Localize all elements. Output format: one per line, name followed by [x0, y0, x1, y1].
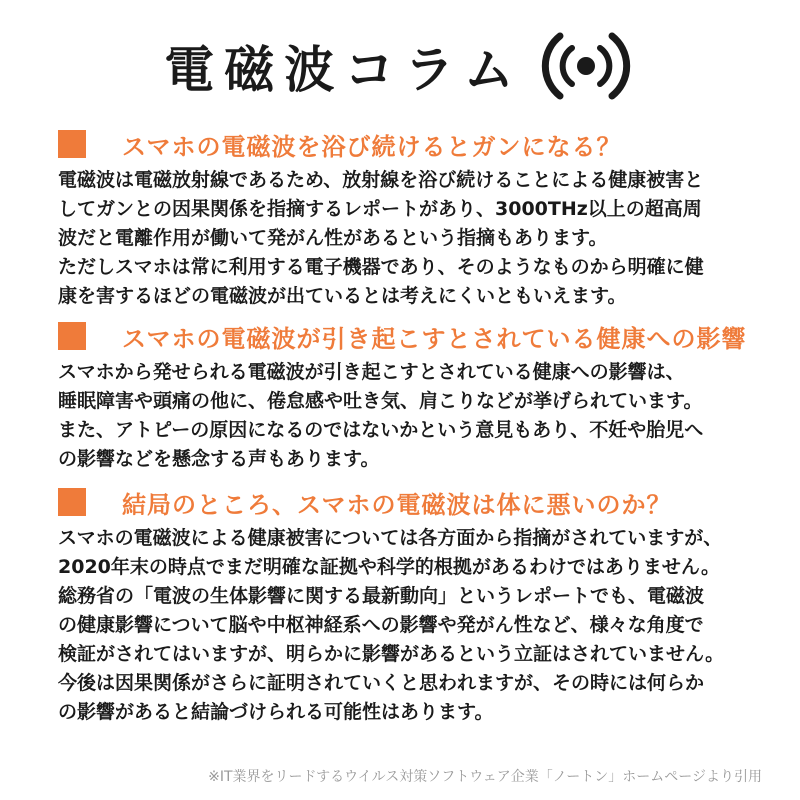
body-line: スマホの電磁波による健康被害については各方面から指摘がされていますが、	[58, 527, 723, 549]
body-line: の健康影響について脳や中枢神経系への影響や発がん性など、様々な角度で	[58, 614, 704, 636]
body-line: 今後は因果関係がさらに証明されていくと思われますが、その時には何らか	[58, 672, 705, 694]
body-line: 電磁波は電磁放射線であるため、放射線を浴び続けることによる健康被害と	[58, 169, 704, 191]
body-line: してガンとの因果関係を指摘するレポートがあり、3000THz以上の超高周	[58, 198, 702, 220]
section-body-2	[58, 358, 748, 474]
body-line: 2020年末の時点でまだ明確な証拠や科学的根拠があるわけではありません。	[58, 556, 721, 578]
body-line: 睡眠障害や頭痛の他に、倦怠感や吐き気、肩こりなどが挙げられています。	[58, 390, 703, 412]
section-body-3	[58, 524, 748, 727]
body-line: の影響などを懸念する声もあります。	[58, 448, 380, 470]
body-line: スマホから発せられる電磁波が引き起こすとされている健康への影響は、	[58, 361, 685, 383]
page-header	[0, 28, 800, 104]
section-heading-3	[58, 482, 672, 522]
section-heading-2	[58, 316, 747, 356]
section-title: スマホの電磁波を浴び続けるとガンになる？	[122, 132, 622, 161]
radio-wave-icon	[536, 28, 636, 104]
source-note: ※IT業界をリードするウイルス対策ソフトウェア企業「ノートン」ホームページより引用	[208, 769, 762, 785]
section-heading-1	[58, 124, 622, 164]
section-title: スマホの電磁波が引き起こすとされている健康への影響	[122, 324, 747, 353]
body-line: また、アトピーの原因になるのではないかという意見もあり、不妊や胎児へ	[58, 419, 704, 441]
section-body-1	[58, 166, 748, 311]
body-line: の影響があると結論づけられる可能性はあります。	[58, 701, 494, 723]
body-line: 検証がされてはいますが、明らかに影響があるという立証はされていません。	[58, 643, 725, 665]
page-title: 電磁波コラム	[164, 41, 524, 99]
orange-square-bullet	[58, 488, 86, 516]
body-line: 総務省の「電波の生体影響に関する最新動向」というレポートでも、電磁波	[58, 585, 705, 607]
body-line: ただしスマホは常に利用する電子機器であり、そのようなものから明確に健	[58, 256, 704, 278]
body-line: 波だと電離作用が働いて発がん性があるという指摘もあります。	[58, 227, 608, 249]
orange-square-bullet	[58, 322, 86, 350]
orange-square-bullet	[58, 130, 86, 158]
section-title: 結局のところ、スマホの電磁波は体に悪いのか？	[122, 490, 672, 519]
body-line: 康を害するほどの電磁波が出ているとは考えにくいともいえます。	[58, 285, 627, 307]
